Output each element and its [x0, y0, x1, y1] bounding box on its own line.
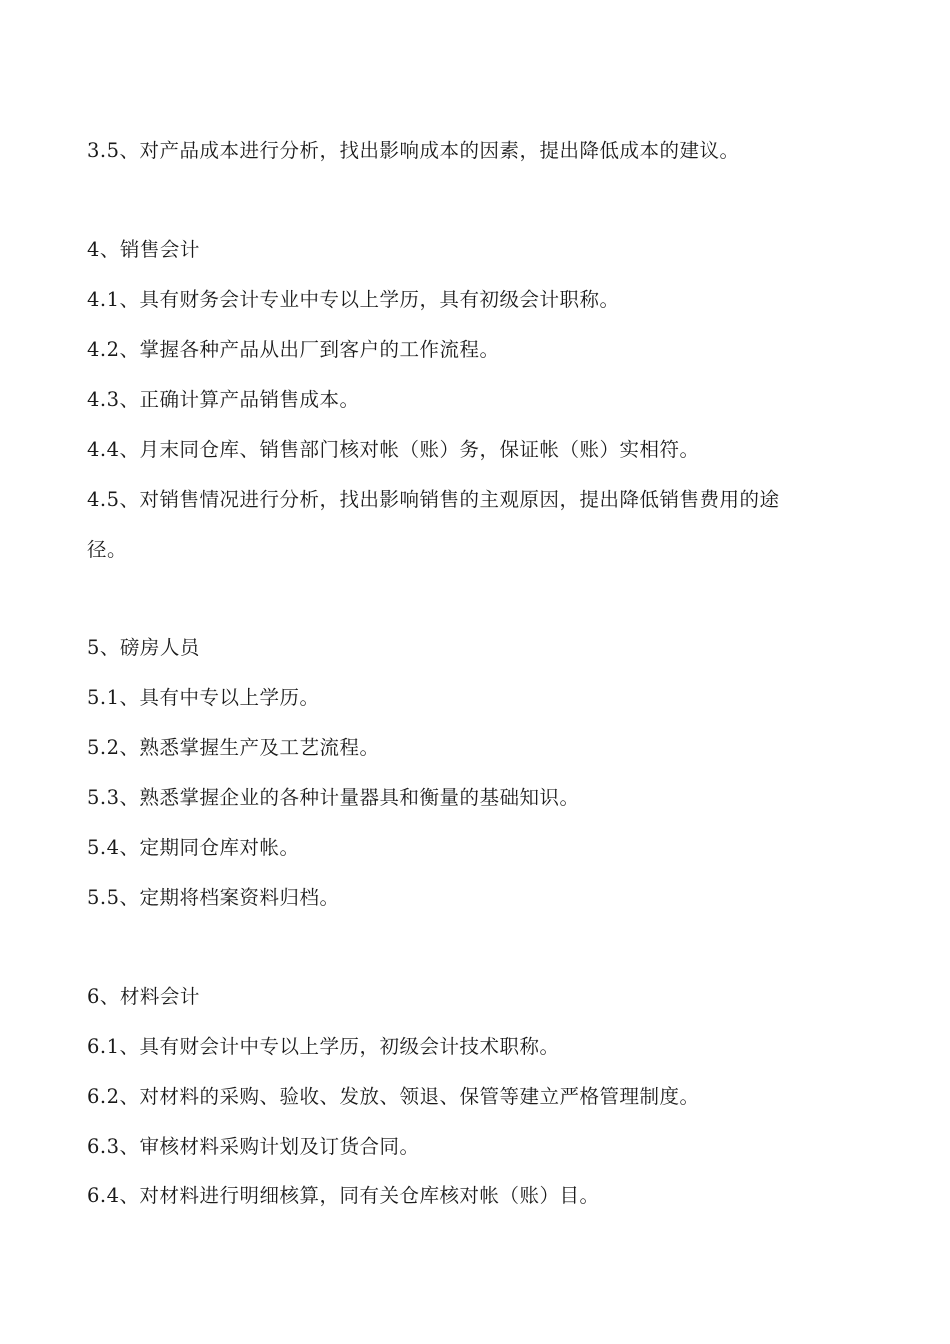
paragraph-4-4: 4.4、月末同仓库、销售部门核对帐（账）务，保证帐（账）实相符。 [87, 438, 700, 461]
section-heading-sales-accounting: 4、销售会计 [87, 238, 200, 261]
paragraph-5-5: 5.5、定期将档案资料归档。 [87, 886, 340, 909]
paragraph-6-1: 6.1、具有财会计中专以上学历，初级会计技术职称。 [87, 1035, 560, 1058]
paragraph-4-5: 4.5、对销售情况进行分析，找出影响销售的主观原因，提出降低销售费用的途 [87, 488, 780, 511]
paragraph-6-3: 6.3、审核材料采购计划及订货合同。 [87, 1135, 420, 1158]
paragraph-4-3: 4.3、正确计算产品销售成本。 [87, 388, 360, 411]
paragraph-3-5: 3.5、对产品成本进行分析，找出影响成本的因素，提出降低成本的建议。 [87, 139, 740, 162]
paragraph-4-1: 4.1、具有财务会计专业中专以上学历，具有初级会计职称。 [87, 288, 620, 311]
section-heading-materials-accounting: 6、材料会计 [87, 985, 200, 1008]
paragraph-5-3: 5.3、熟悉掌握企业的各种计量器具和衡量的基础知识。 [87, 786, 580, 809]
paragraph-6-2: 6.2、对材料的采购、验收、发放、领退、保管等建立严格管理制度。 [87, 1085, 700, 1108]
paragraph-5-2: 5.2、熟悉掌握生产及工艺流程。 [87, 736, 380, 759]
paragraph-5-4: 5.4、定期同仓库对帐。 [87, 836, 300, 859]
paragraph-5-1: 5.1、具有中专以上学历。 [87, 686, 320, 709]
paragraph-6-4: 6.4、对材料进行明细核算，同有关仓库核对帐（账）目。 [87, 1184, 600, 1207]
section-heading-weighbridge-staff: 5、磅房人员 [87, 636, 200, 659]
paragraph-4-2: 4.2、掌握各种产品从出厂到客户的工作流程。 [87, 338, 500, 361]
paragraph-4-5-continued: 径。 [87, 538, 128, 561]
